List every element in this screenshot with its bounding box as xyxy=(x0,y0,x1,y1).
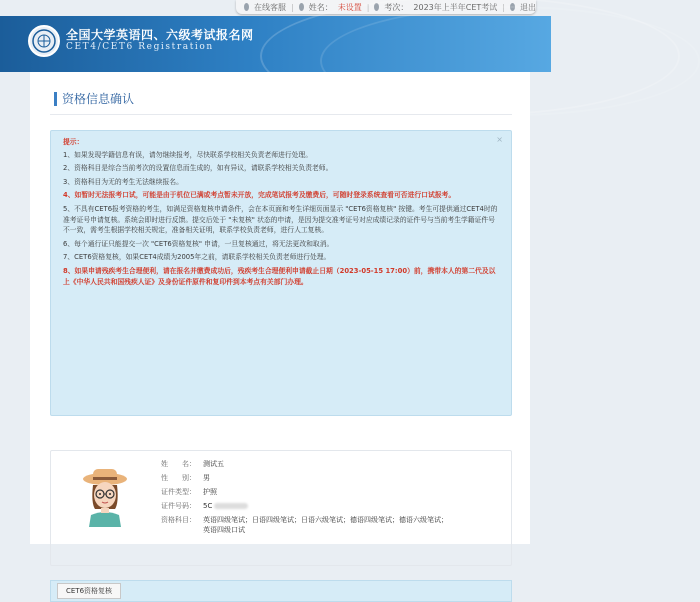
field-row xyxy=(161,471,453,485)
action-bar xyxy=(50,580,512,602)
tips-heading: 提示： xyxy=(63,138,84,146)
field-label: 证件类型： xyxy=(161,488,196,496)
avatar xyxy=(75,463,135,527)
tip-item: 3、资格科目为无的考生无法继续报名。 xyxy=(63,177,183,186)
site-logo xyxy=(28,25,60,57)
tip-item: 7、CET6资格复核，如果CET4成绩为2005年之前，请联系学校相关负责老师进行处理。 xyxy=(63,253,331,262)
tip-item: 2、资格科目是综合当前考次的设置信息而生成的，如有异议，请联系学校相关负责老师。 xyxy=(63,164,333,173)
student-subjects: 英语四级笔试；日语四级笔试；日语六级笔试；德语四级笔试；德语六级笔试；英语四级口试 xyxy=(203,516,448,534)
user-icon xyxy=(299,3,304,11)
logout-link[interactable]: 退出 xyxy=(520,2,536,12)
field-row xyxy=(161,499,453,513)
tip-item: 5、不具有CET6报考资格的考生，如满足资格复核申请条件，会在本页面和考生详细页面显示 "CET6资格复核" 按键。考生可提供通过CET4时的准考证号申请复核。系统会即时进行反馈。提交后处于 "未复核" 状态的申请，是因为提交准考证号对应成绩记录的证件号与当前考生学籍证件号不一致，需考生根据学校相关规定，准备相关证明，联系学校负责老师，进行人工复核。 xyxy=(63,204,498,235)
name-label: 姓名： xyxy=(308,2,333,12)
divider: | xyxy=(502,2,505,12)
redacted-mask xyxy=(214,503,248,509)
site-subtitle: CET4/CET6 Registration xyxy=(66,42,214,52)
tips-panel xyxy=(50,130,512,416)
student-id-type: 护照 xyxy=(203,488,217,496)
divider: | xyxy=(366,2,370,12)
page-title: 资格信息确认 xyxy=(54,92,134,106)
student-id-number-wrap xyxy=(203,499,453,513)
student-name: 测试五 xyxy=(203,460,224,468)
student-info-panel xyxy=(50,450,512,566)
headset-icon xyxy=(244,3,249,11)
divider xyxy=(50,114,512,115)
field-row xyxy=(161,513,453,535)
online-service-link[interactable]: 在线客服 xyxy=(254,2,286,12)
site-title: 全国大学英语四、六级考试报名网 xyxy=(66,28,254,42)
emblem-icon xyxy=(31,28,57,54)
exam-label: 考次： xyxy=(384,2,409,12)
student-id-number: 5C xyxy=(203,502,213,510)
site-header xyxy=(0,16,551,72)
field-label: 性 别： xyxy=(161,474,196,482)
student-fields xyxy=(161,457,453,535)
divider: | xyxy=(291,2,294,12)
field-row xyxy=(161,485,453,499)
tip-item-warning: 8、如果申请残疾考生合理便利，请在报名并缴费成功后，残疾考生合理便利申请截止日期（2023-05-15 17:00）前，携带本人的第二代及以上《中华人民共和国残疾人证》及身份证件原件和复印件到本考点有关部门办理。 xyxy=(63,266,496,286)
tip-item: 6、每个通行证只能提交一次 "CET6资格复核" 申请，一旦复核通过，将无法更改和取消。 xyxy=(63,239,334,248)
main-card xyxy=(30,72,530,595)
tip-item-warning: 4、如暂时无法报考口试，可能是由于机位已满或考点暂未开放，完成笔试报考及缴费后，可随时登录系统查看可否进行口试报考。 xyxy=(63,191,456,200)
field-label: 证件号码： xyxy=(161,502,196,510)
field-label: 资格科目： xyxy=(161,516,196,524)
field-label: 姓 名： xyxy=(161,460,196,468)
close-icon[interactable]: × xyxy=(496,135,503,144)
exam-value: 2023年上半年CET考试 xyxy=(413,2,498,12)
field-row xyxy=(161,457,453,471)
student-avatar-icon xyxy=(75,463,135,527)
student-gender: 男 xyxy=(203,474,210,482)
cet6-review-button[interactable]: CET6资格复核 xyxy=(57,583,121,599)
tip-item: 1、如果发现学籍信息有误，请勿继续报考，尽快联系学校相关负责老师进行处理。 xyxy=(63,150,313,159)
name-value: 未设置 xyxy=(337,2,362,12)
